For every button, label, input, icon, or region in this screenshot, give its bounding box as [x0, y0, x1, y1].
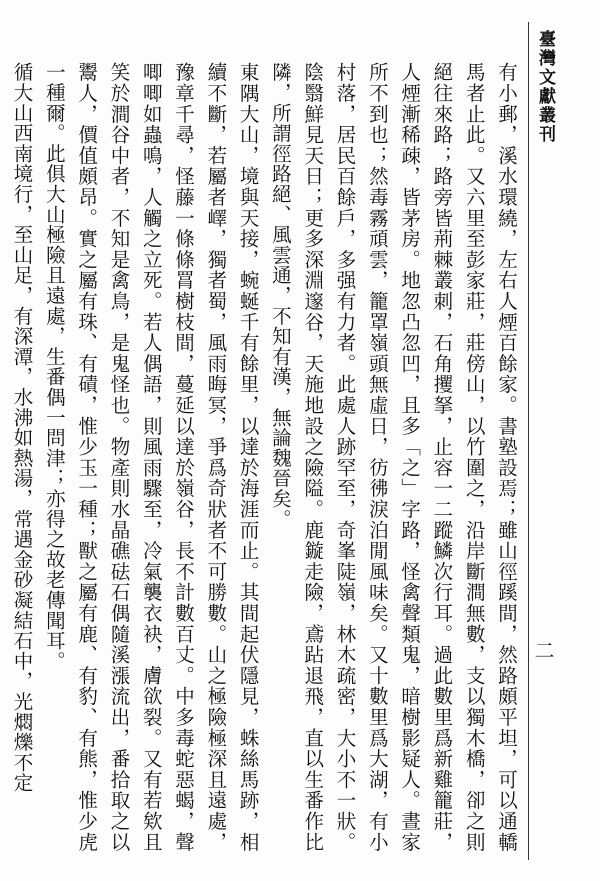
header-rule — [528, 22, 529, 860]
page-number: 二 — [531, 640, 555, 660]
body-text — [10, 62, 522, 852]
paragraph-3: 循大山西南境行，至山足，有深潭，水沸如熱湯，常遇金砂凝結石中，光燜爍不定 — [10, 62, 34, 793]
paragraph-2: 東隅大山，境與天接，蜿蜒千有餘里，以達於海涯而止。其間起伏隱見，蛛絲馬跡，相續不斷，若屬者嶧，獨者蜀，風雨晦冥，爭爲奇狀者不可勝數。山之極險極深且遠處，豫章千尋，怪藤一條條罥樹枝間，蔓延以達於嶺谷，長不計數百丈。中多毒蛇惡蝎，聲唧唧如蟲鳴，人觸之立死。若人偶語，則風雨驟至，冷氣襲衣袂，膚欲裂。又有若欸且笑於澗谷中者，不知是禽鳥，是鬼怪也。物產則水晶礁砝石偶隨溪漲流出，番拾取之以鬻人，價值頗昂。實之屬有珠、有磧，惟少玉一種；獸之屬有鹿、有豹、有熊，惟少虎一種爾。此俱大山極險且遠處，生番偶一問津；亦得之故老傳聞耳。 — [42, 62, 260, 852]
paragraph-1: 有小郵，溪水環繞，左右人煙百餘家。書塾設焉；雖山徑蹊間，然路頗平坦，可以通轎馬者止此。又六里至彭家莊，莊傍山，以竹圍之，沿岸斷澗無數，支以獨木橋，卻之則絕往來路；路旁皆荊棘叢刺，石角攫拏，止容一二蹤鱗次行耳。過此數里爲新雞籠莊，人煙漸稀疎，皆茅房。地忽凸忽凹，且多「之」字路，怪禽聲類鬼，暗樹影疑人。晝家所不到也；然毒霧頑雲，籠罩嶺頭無虛日，彷彿淚泊閒風味矣。又十數里爲大湖，有小村落，居民百餘戶，多强有力者。此處人跡罕至，奇峯陡嶺，林木疏密，大小不一狀。陰翳鮮見天日；更多深淵邃谷，天施地設之險隘。鹿鏇走險，鳶跕退飛，直以生番作比隣，所謂徑路絕、風雲通，不知有漢，無論魏晉矣。 — [268, 62, 518, 852]
running-header-title: 臺灣文獻叢刊 — [535, 30, 555, 144]
